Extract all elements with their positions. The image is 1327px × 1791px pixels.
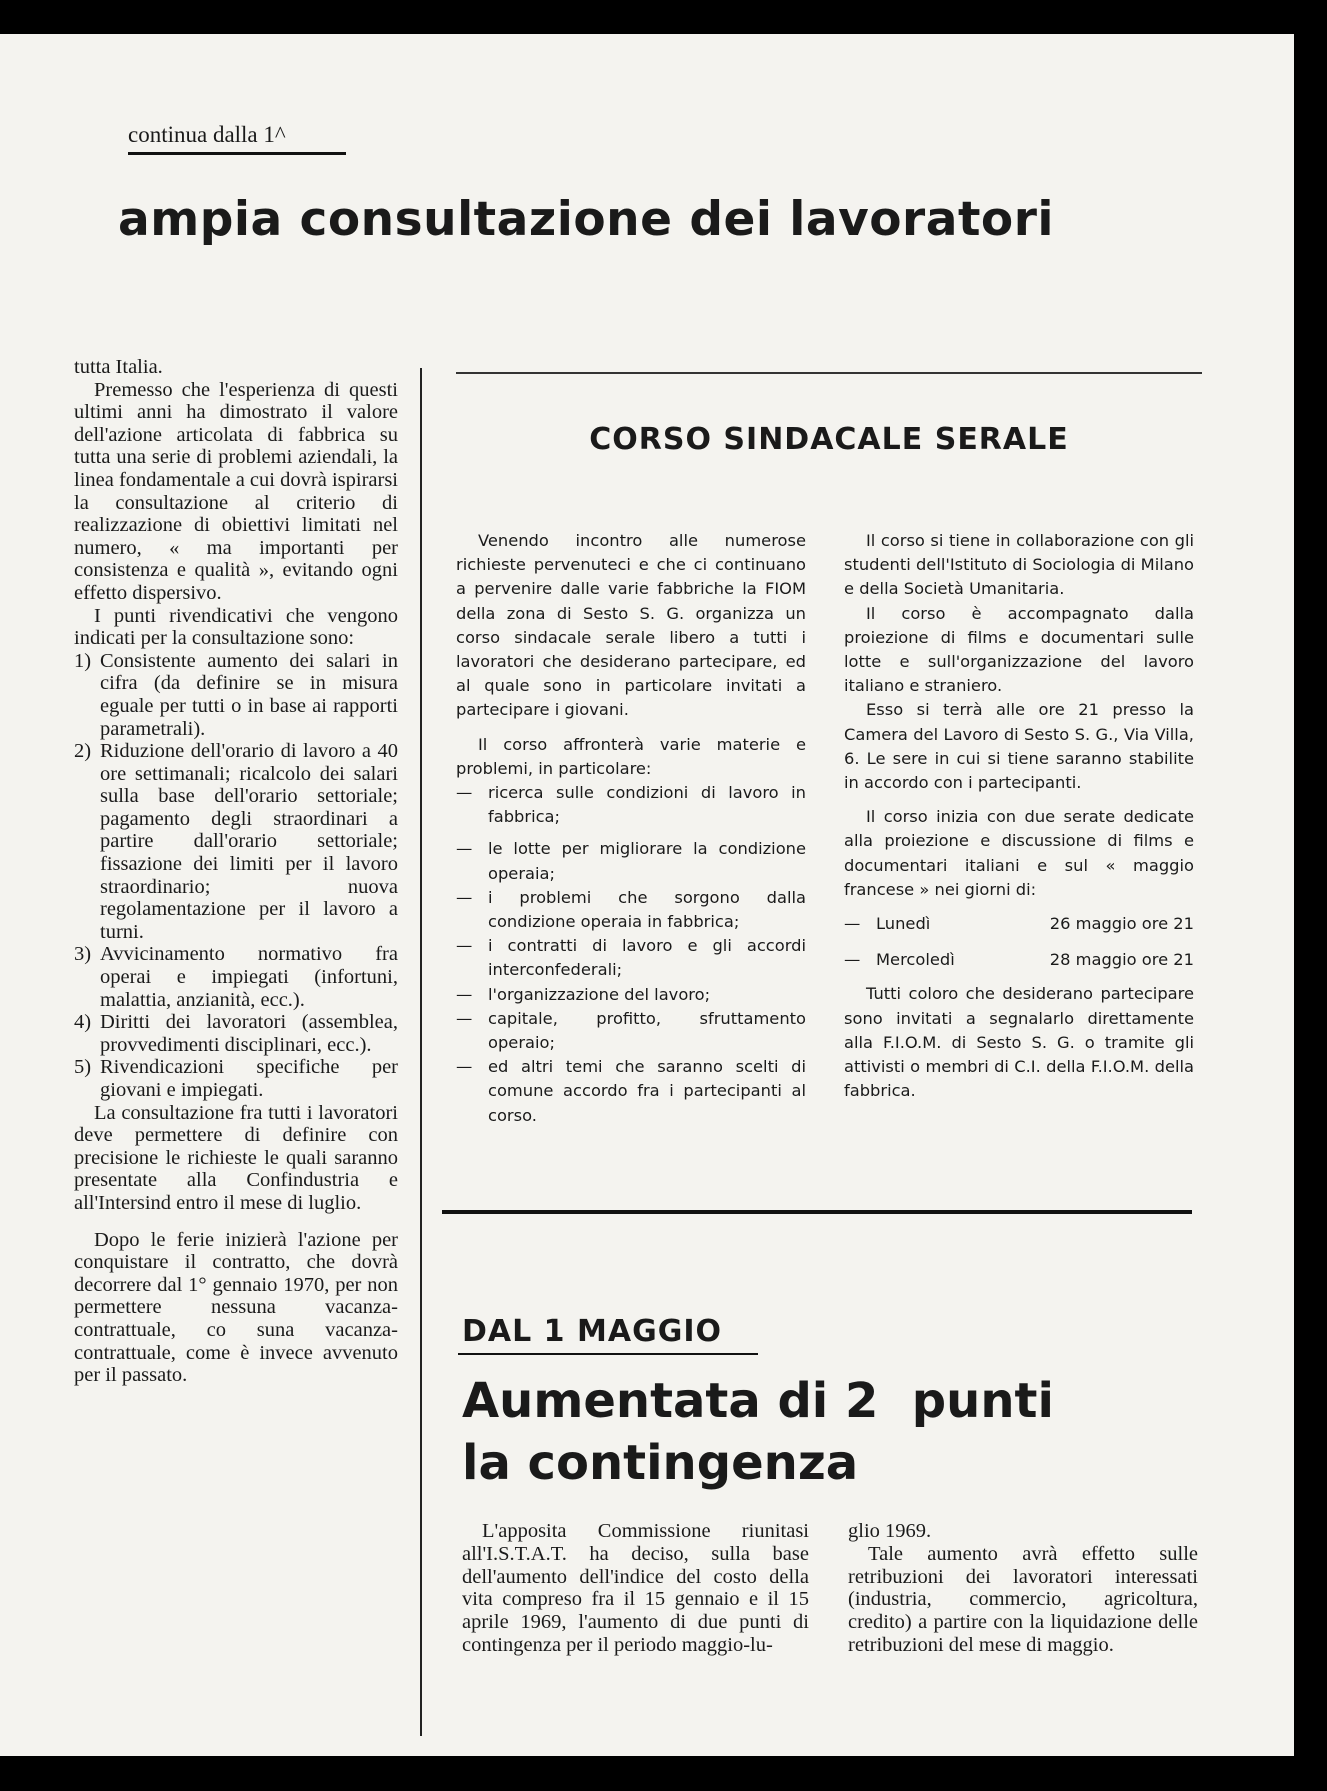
claim-text: Riduzione dell'orario di lavoro a 40 ore settimanali; ricalcolo dei salari sulla base dell'orario settoriale; pagamento degli straordinari a partire dall'orario settoriale; fissazione dei limiti per il lavoro straordinario; nuova regolamentazione per il lavoro a turni. bbox=[100, 740, 398, 943]
corso-paragraph: Il corso è accompagnato dalla proiezione di films e documentari sulle lotte e sull'organizzazione del lavoro italiano e straniero. bbox=[844, 603, 1194, 696]
claim-item bbox=[74, 1056, 398, 1101]
article-paragraph: Dopo le ferie inizierà l'azione per conquistare il contratto, che dovrà decorrere dal 1° gennaio 1970, per non permettere nessuna vacanza-contrattuale, co suna vacanza-contrattuale, come è invece avvenuto per il passato. bbox=[74, 1228, 398, 1387]
claim-number: 4) bbox=[74, 1011, 92, 1034]
topic-text: capitale, profitto, sfruttamento operaio; bbox=[488, 1008, 806, 1053]
claim-text: Avvicinamento normativo fra operai e impiegati (infortuni, malattia, anzianità, ecc.). bbox=[100, 943, 398, 1011]
claim-item bbox=[74, 650, 398, 740]
maggio-left-column bbox=[462, 1520, 809, 1657]
main-headline: ampia consultazione dei lavoratori bbox=[118, 192, 1055, 247]
claim-item bbox=[74, 943, 398, 1011]
article-paragraph: Premesso che l'esperienza di questi ultimi anni ha dimostrato il valore dell'azione articolata di fabbrica su tutta una serie di problemi aziendali, la linea fondamentale a cui dovrà ispirarsi la consultazione al criterio di realizzazione di obiettivi limitati nel numero, « ma importanti per consistenza e qualità », evitando ogni effetto dispersivo. bbox=[74, 378, 398, 604]
maggio-headline-line: la contingenza bbox=[462, 1435, 859, 1491]
topic-dash: — bbox=[456, 984, 473, 1004]
schedule-date: 26 maggio ore 21 bbox=[1049, 914, 1194, 934]
schedule-row bbox=[844, 948, 1194, 972]
article-paragraph: La consultazione fra tutti i lavoratori deve permettere di definire con precisione le richieste le quali saranno presentate alla Confindustria e all'Intersind entro il mese di luglio. bbox=[74, 1101, 398, 1214]
maggio-headline-line: Aumentata di 2 punti bbox=[462, 1373, 1054, 1429]
paragraph-gap bbox=[74, 1215, 398, 1229]
topic-dash: — bbox=[456, 936, 473, 956]
topic-item bbox=[456, 837, 806, 885]
paragraph-gap bbox=[844, 795, 1194, 805]
maggio-paragraph: glio 1969. bbox=[848, 1520, 932, 1542]
topic-text: l'organizzazione del lavoro; bbox=[488, 984, 711, 1004]
schedule-dash: — bbox=[844, 950, 861, 970]
schedule-dash: — bbox=[844, 914, 861, 934]
maggio-headline bbox=[462, 1370, 1222, 1494]
topic-text: i problemi che sorgono dalla condizione operaia in fabbrica; bbox=[488, 887, 806, 932]
maggio-right-column bbox=[848, 1520, 1198, 1657]
corso-right-column bbox=[844, 529, 1194, 1103]
corso-left-column bbox=[456, 529, 806, 1128]
corso-paragraph: Esso si terrà alle ore 21 presso la Camera del Lavoro di Sesto S. G., Via Villa, 6. Le sere in cui si tiene saranno stabilite in accordo con i partecipanti. bbox=[844, 700, 1194, 793]
claim-number: 2) bbox=[74, 740, 92, 763]
topic-dash: — bbox=[456, 1057, 473, 1077]
topic-dash: — bbox=[456, 839, 473, 859]
schedule-date: 28 maggio ore 21 bbox=[1049, 950, 1194, 970]
topic-text: i contratti di lavoro e gli accordi interconfederali; bbox=[488, 936, 806, 980]
continuation-label: continua dalla 1^ bbox=[128, 122, 286, 147]
topic-item bbox=[456, 886, 806, 934]
topic-item bbox=[456, 1007, 806, 1055]
column-separator bbox=[420, 368, 422, 1736]
kicker-underline bbox=[458, 1353, 758, 1355]
left-article-column bbox=[74, 356, 398, 1387]
maggio-paragraph: L'apposita Commissione riunitasi all'I.S.T.A.T. ha deciso, sulla base dell'aumento dell'indice del costo della vita compreso fra il 15 gennaio e il 15 aprile 1969, l'aumento di due punti di contingenza per il periodo maggio-lu- bbox=[462, 1520, 809, 1656]
section-divider bbox=[442, 1210, 1192, 1214]
topic-dash: — bbox=[456, 1008, 473, 1028]
schedule-day: Lunedì bbox=[876, 914, 931, 934]
claim-text: Rivendicazioni specifiche per giovani e impiegati. bbox=[100, 1056, 398, 1101]
corso-paragraph: Il corso affronterà varie materie e problemi, in particolare: bbox=[456, 734, 806, 778]
topic-dash: — bbox=[456, 783, 473, 803]
topic-item bbox=[456, 1055, 806, 1128]
topic-dash: — bbox=[456, 887, 473, 907]
corso-paragraph: Tutti coloro che desiderano partecipare sono invitati a segnalarlo direttamente alla F.I.O.M. di Sesto S. G. o tramite gli attivisti o membri di C.I. della F.I.O.M. della fabbrica. bbox=[844, 984, 1194, 1101]
maggio-paragraph: Tale aumento avrà effetto sulle retribuzioni dei lavoratori interessati (industria, commercio, agricoltura, credito) a partire con la liquidazione delle retribuzioni del mese di maggio. bbox=[848, 1542, 1198, 1656]
corso-paragraph: Il corso si tiene in collaborazione con gli studenti dell'Istituto di Sociologia di Milano e della Società Umanitaria. bbox=[844, 531, 1194, 599]
topic-item bbox=[456, 934, 806, 982]
claim-item bbox=[74, 740, 398, 943]
corso-paragraph: Il corso inizia con due serate dedicate alla proiezione e discussione di films e documentari italiani e sul « maggio francese » nei giorni di: bbox=[844, 807, 1194, 899]
topic-item bbox=[456, 983, 806, 1007]
topic-text: le lotte per migliorare la condizione operaia; bbox=[488, 839, 806, 883]
claim-number: 1) bbox=[74, 649, 92, 672]
newspaper-page bbox=[0, 34, 1294, 1756]
continuation-underline bbox=[128, 152, 346, 155]
claim-item bbox=[74, 1011, 398, 1056]
schedule-day: Mercoledì bbox=[876, 950, 955, 970]
claim-text: Diritti dei lavoratori (assemblea, provvedimenti disciplinari, ecc.). bbox=[100, 1011, 398, 1056]
claim-number: 5) bbox=[74, 1056, 92, 1079]
schedule-row bbox=[844, 912, 1194, 936]
corso-paragraph: Venendo incontro alle numerose richieste pervenuteci e che ci continuano a pervenire dalle varie fabbriche la FIOM della zona di Sesto S. G. organizza un corso sindacale serale libero a tutti i lavoratori che desiderano partecipare, ed al quale sono in particolare invitati a partecipare i giovani. bbox=[456, 531, 806, 720]
corso-title: CORSO SINDACALE SERALE bbox=[589, 422, 1069, 457]
article-paragraph: I punti rivendicativi che vengono indicati per la consultazione sono: bbox=[74, 604, 398, 650]
topic-text: ricerca sulle condizioni di lavoro in fabbrica; bbox=[488, 783, 806, 827]
topic-item bbox=[456, 781, 806, 829]
paragraph-gap bbox=[844, 972, 1194, 982]
topic-text: ed altri temi che saranno scelti di comune accordo fra i partecipanti al corso. bbox=[488, 1057, 806, 1125]
claim-text: Consistente aumento dei salari in cifra (da definire se in misura eguale per tutti o in base ai rapporti parametrali). bbox=[100, 649, 398, 740]
article-paragraph: tutta Italia. bbox=[74, 356, 163, 378]
maggio-kicker: DAL 1 MAGGIO bbox=[462, 1314, 722, 1349]
claim-number: 3) bbox=[74, 943, 92, 966]
corso-top-rule bbox=[456, 372, 1202, 374]
paragraph-gap bbox=[456, 723, 806, 733]
